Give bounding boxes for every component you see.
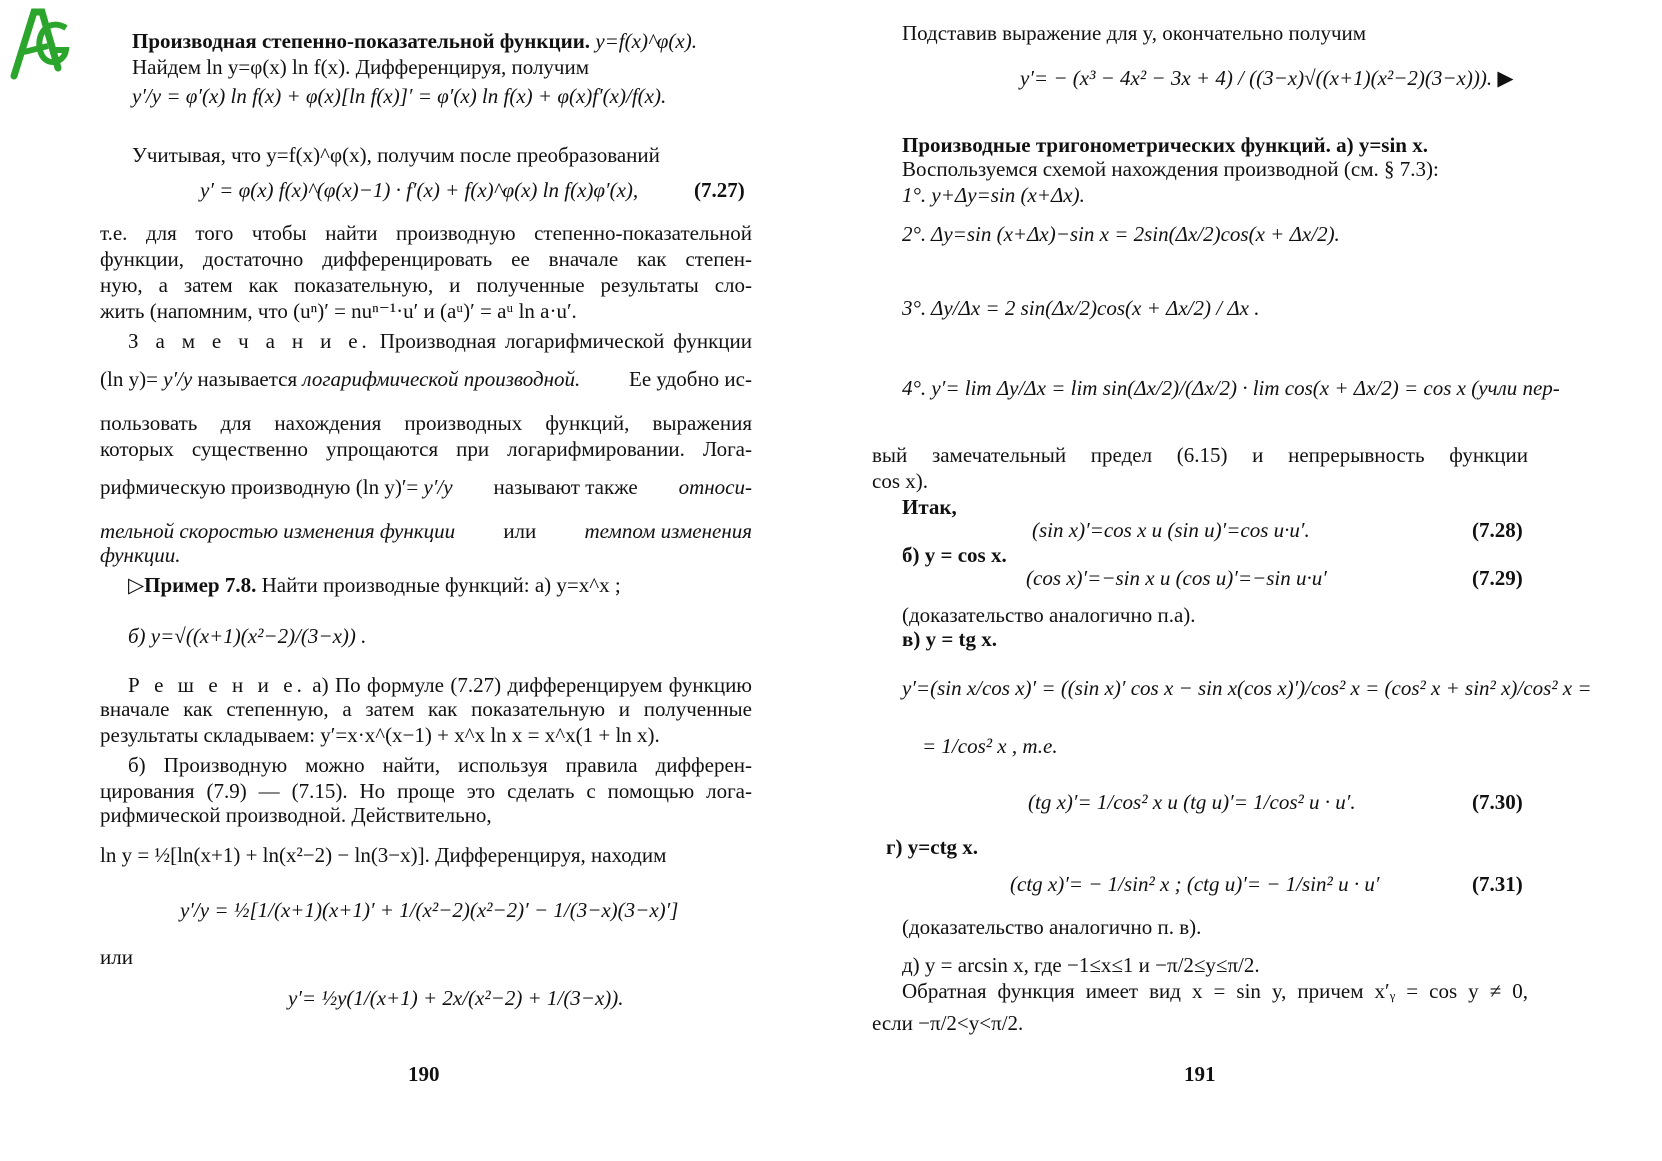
- text-line: (доказательство аналогично п. в).: [902, 915, 1202, 939]
- formula-inline: y′/y: [423, 475, 453, 499]
- formula-inline: y′/y: [163, 367, 193, 391]
- text-line: Подставив выражение для y, окончательно получим: [902, 21, 1367, 45]
- solution-label: Р е ш е н и е.: [128, 673, 306, 697]
- solution-line: ln y = ½[ln(x+1) + ln(x²−2) − ln(3−x)]. Дифференцируя, находим: [100, 843, 667, 867]
- equation-number-730: (7.30): [1472, 790, 1523, 814]
- formula-tg-derivation: y′=(sin x/cos x)′ = ((sin x)′ cos x − sin x(cos x)′)/cos² x = (cos² x + sin² x)/cos² x =: [902, 676, 1592, 700]
- term-italic: темпом изменения: [584, 519, 752, 543]
- solution-line: вначале как степенную, а затем как показательную и полученные: [100, 697, 752, 721]
- example-text: Найти производные функций: а) y=x^x ;: [261, 573, 621, 597]
- term-italic: логарифмической производной.: [302, 367, 581, 391]
- solution-text: а) По формуле (7.27) дифференцируем функцию: [312, 673, 752, 697]
- equation-number-727: (7.27): [694, 178, 745, 202]
- solution-line: [128, 672, 752, 698]
- paragraph-line: ную, а затем как показательную, и полученные результаты сло-: [100, 273, 752, 297]
- equation-number-728: (7.28): [1472, 518, 1523, 542]
- remark-line: [100, 366, 752, 392]
- text-line: Итак,: [902, 495, 957, 519]
- solution-line: результаты складываем: y′=x·x^(x−1) + x^x ln x = x^x(1 + ln x).: [100, 723, 660, 747]
- formula-log-diff: y′/y = ½[1/(x+1)(x+1)′ + 1/(x²−2)(x²−2)′ − 1/(3−x)(3−x)′]: [180, 898, 679, 922]
- formula-729: (cos x)′=−sin x и (cos u)′=−sin u·u′: [1026, 566, 1327, 590]
- step-2: 2°. Δy=sin (x+Δx)−sin x = 2sin(Δx/2)cos(x + Δx/2).: [902, 222, 1340, 246]
- text-line: cos x).: [872, 469, 928, 493]
- text-line: Учитывая, что y=f(x)^φ(x), получим после преобразований: [132, 143, 660, 167]
- remark-line: [128, 328, 752, 354]
- formula-727: y′ = φ(x) f(x)^(φ(x)−1) · f′(x) + f(x)^φ(x) ln f(x)φ′(x),: [200, 178, 639, 202]
- text-line: Воспользуемся схемой нахождения производной (см. § 7.3):: [902, 157, 1439, 181]
- left-page: [0, 0, 830, 1161]
- remark-line: [100, 518, 752, 544]
- example-label: ▷Пример 7.8.: [128, 573, 257, 597]
- step-4: 4°. y′= lim Δy/Δx = lim sin(Δx/2)/(Δx/2) · lim cos(x + Δx/2) = cos x (учли пер-: [902, 376, 1560, 400]
- formula-730: (tg x)′= 1/cos² x и (tg u)′= 1/cos² u · u′.: [1028, 790, 1356, 814]
- text-line: (доказательство аналогично п.а).: [902, 603, 1196, 627]
- remark-line: которых существенно упрощаются при логарифмировании. Лога-: [100, 437, 752, 461]
- subsection-label: в) y = tg x.: [902, 627, 998, 651]
- term-italic: тельной скоростью изменения функции: [100, 519, 456, 543]
- remark-label: З а м е ч а н и е.: [128, 329, 371, 353]
- formula-result: y′= ½y(1/(x+1) + 2x/(x²−2) + 1/(3−x)).: [288, 986, 624, 1010]
- remark-text: Производная логарифмической функции: [379, 329, 753, 353]
- text-line: Найдем ln y=φ(x) ln f(x). Дифференцируя, получим: [132, 55, 590, 79]
- formula-731: (ctg x)′= − 1/sin² x ; (ctg u)′= − 1/sin² u · u′: [1010, 872, 1380, 896]
- remark-line: пользовать для нахождения производных функций, выражения: [100, 411, 752, 435]
- formula-728: (sin x)′=cos x и (sin u)′=cos u·u′.: [1032, 518, 1310, 542]
- step-1: 1°. y+Δy=sin (x+Δx).: [902, 183, 1085, 207]
- formula-log-derivative: y′/y = φ′(x) ln f(x) + φ(x)[ln f(x)]′ = φ′(x) ln f(x) + φ(x)f′(x)/f(x).: [132, 84, 667, 108]
- text-line: д) y = arcsin x, где −1≤x≤1 и −π/2≤y≤π/2.: [902, 953, 1260, 977]
- remark-text: называют также: [493, 475, 638, 499]
- subsection-label: г) y=ctg x.: [886, 835, 979, 859]
- remark-text: Ее удобно ис-: [629, 367, 752, 391]
- remark-text: или: [503, 519, 537, 543]
- remark-text: называется: [197, 367, 298, 391]
- example-b-formula: б) y=√((x+1)(x²−2)/(3−x)) .: [128, 624, 367, 648]
- step-3: 3°. Δy/Δx = 2 sin(Δx/2)cos(x + Δx/2) / Δx .: [902, 296, 1260, 320]
- paragraph-line: жить (напомним, что (uⁿ)′ = nuⁿ⁻¹·u′ и (aᵘ)′ = aᵘ ln a·u′.: [100, 299, 577, 323]
- text-line: вый замечательный предел (6.15) и непрерывность функции: [872, 443, 1528, 467]
- formula-inline: (ln y)=: [100, 367, 158, 391]
- paragraph-line: т.е. для того чтобы найти производную степенно-показательной: [100, 221, 752, 245]
- text-line: Обратная функция имеет вид x = sin y, причем x′ᵧ = cos y ≠ 0,: [902, 979, 1528, 1003]
- solution-line: цирования (7.9) — (7.15). Но проще это сделать с помощью лога-: [100, 779, 752, 803]
- section-heading: Производные тригонометрических функций.: [902, 133, 1331, 157]
- remark-text: рифмическую производную (ln y)′=: [100, 475, 419, 499]
- equation-number-729: (7.29): [1472, 566, 1523, 590]
- term-italic: относи-: [678, 475, 752, 499]
- paragraph-line: функции, достаточно дифференцировать ее вначале как степен-: [100, 247, 752, 271]
- text-line: если −π/2<y<π/2.: [872, 1011, 1024, 1035]
- equation-number-731: (7.31): [1472, 872, 1523, 896]
- section-heading-line: [902, 132, 1428, 158]
- section-heading-line: [132, 28, 697, 54]
- page-number: 191: [1184, 1062, 1216, 1086]
- subsection-label: б) y = cos x.: [902, 543, 1007, 567]
- term-italic: функции.: [100, 543, 181, 567]
- solution-line: рифмической производной. Действительно,: [100, 803, 492, 827]
- solution-line: б) Производную можно найти, используя правила дифферен-: [128, 753, 752, 777]
- example-line: [128, 572, 621, 598]
- text-line: или: [100, 945, 133, 969]
- formula-tg-result: = 1/cos² x , т.е.: [922, 734, 1058, 758]
- formula-final-result: y′= − (x³ − 4x² − 3x + 4) / ((3−x)√((x+1)(x²−2)(3−x))). ▶: [1020, 66, 1514, 90]
- section-heading: Производная степенно-показательной функции.: [132, 29, 591, 53]
- page-number: 190: [408, 1062, 440, 1086]
- right-page: [830, 0, 1662, 1161]
- remark-line: [100, 474, 752, 500]
- subsection-label: а) y=sin x.: [1336, 133, 1428, 157]
- heading-formula: y=f(x)^φ(x).: [595, 29, 697, 53]
